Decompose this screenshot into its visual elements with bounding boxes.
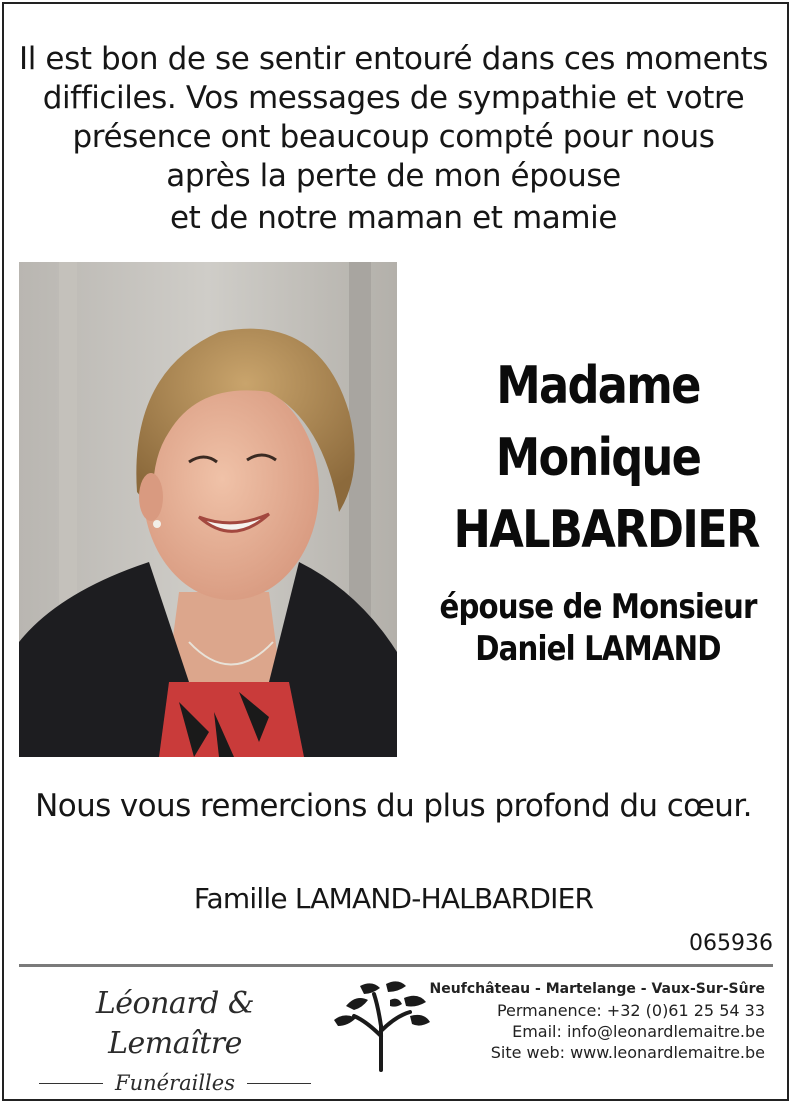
funeral-home-name: Léonard & Lemaître bbox=[95, 986, 255, 1061]
subtitle-rule-right bbox=[247, 1083, 311, 1084]
spouse-info bbox=[408, 586, 788, 670]
intro-text bbox=[14, 40, 773, 238]
footer-divider bbox=[19, 964, 773, 967]
portrait-photo bbox=[19, 262, 397, 757]
subtitle-rule-left bbox=[39, 1083, 103, 1084]
funeral-home-subtitle: Funérailles bbox=[115, 1071, 235, 1095]
funeral-home-subtitle-row bbox=[30, 1068, 320, 1098]
intro-line-2: difficiles. Vos messages de sympathie et votre bbox=[42, 80, 745, 116]
spouse-line-2: Daniel LAMAND bbox=[475, 629, 721, 669]
intro-line-1: Il est bon de se sentir entouré dans ces moments bbox=[18, 41, 769, 77]
funeral-home-email: Email: info@leonardlemaitre.be bbox=[512, 1022, 765, 1041]
deceased-first-name: Monique bbox=[495, 428, 701, 488]
family-signature: Famille LAMAND-HALBARDIER bbox=[193, 882, 594, 915]
funeral-home-website: Site web: www.leonardlemaitre.be bbox=[490, 1043, 765, 1062]
reference-number: 065936 bbox=[689, 931, 773, 956]
thanks-message: Nous vous remercions du plus profond du cœur. bbox=[35, 788, 752, 824]
intro-line-5: et de notre maman et mamie bbox=[169, 200, 618, 236]
spouse-line-1: épouse de Monsieur bbox=[439, 587, 757, 627]
intro-line-4: après la perte de mon épouse bbox=[166, 158, 621, 194]
deceased-name bbox=[430, 350, 766, 566]
funeral-home-brand bbox=[30, 984, 320, 1098]
funeral-home-contact bbox=[425, 978, 765, 1063]
funeral-home-towns: Neufchâteau - Martelange - Vaux-Sur-Sûre bbox=[429, 981, 765, 997]
intro-line-3: présence ont beaucoup compté pour nous bbox=[72, 119, 715, 155]
funeral-home-phone: Permanence: +32 (0)61 25 54 33 bbox=[496, 1001, 765, 1020]
deceased-title: Madame bbox=[496, 356, 700, 416]
tree-icon bbox=[326, 976, 436, 1072]
deceased-last-name: HALBARDIER bbox=[453, 500, 759, 560]
